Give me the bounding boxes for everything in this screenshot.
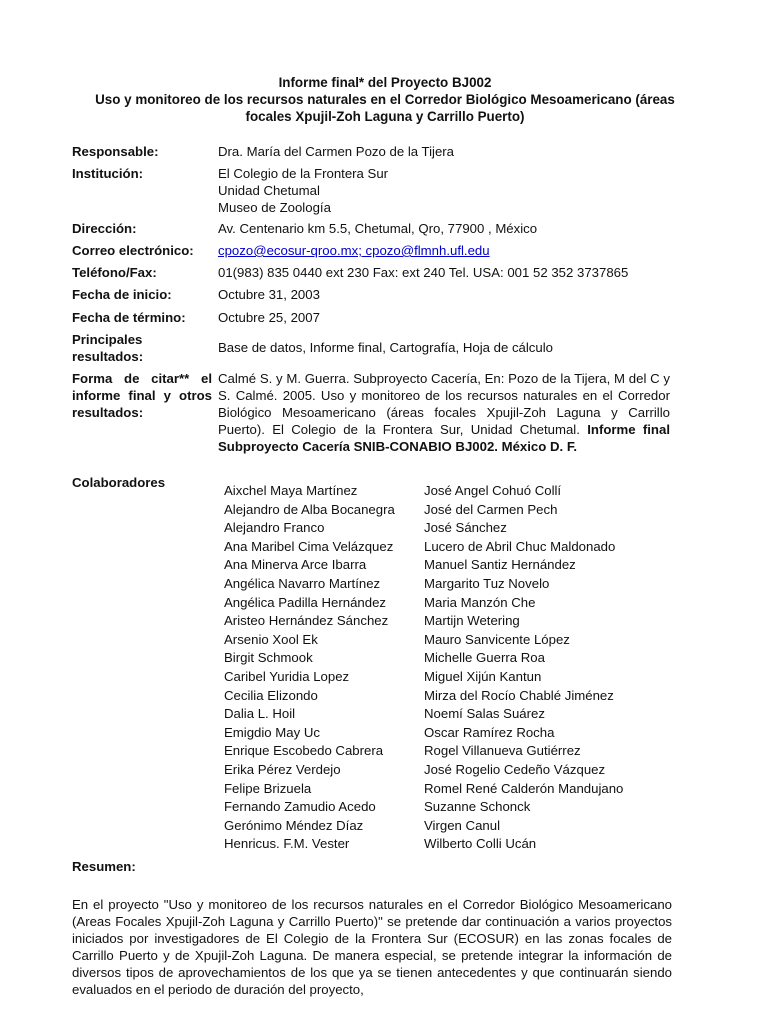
citar-label: Forma de citar** el informe final y otros resultados:: [72, 371, 212, 420]
colaborador-name: Dalia L. Hoil: [224, 706, 296, 722]
colaborador-name: Ana Minerva Arce Ibarra: [224, 557, 367, 573]
colaborador-name: Gerónimo Méndez Díaz: [224, 817, 364, 833]
colaborador-name: Aristeo Hernández Sánchez: [224, 613, 389, 629]
colaborador-name: Caribel Yuridia Lopez: [224, 668, 350, 684]
colaborador-name: Felipe Brizuela: [224, 780, 312, 796]
colaborador-name: Romel René Calderón Mandujano: [424, 780, 624, 796]
institucion-line-3: Museo de Zoología: [218, 200, 331, 215]
title-line-3: focales Xpujil-Zoh Laguna y Carrillo Puerto): [245, 109, 525, 124]
institucion-value: [218, 165, 670, 216]
inicio-label: Fecha de inicio:: [72, 287, 172, 302]
colaborador-name: Ana Maribel Cima Velázquez: [224, 538, 394, 554]
colaboradores-column-2: [424, 482, 624, 854]
colaborador-name: Maria Manzón Che: [424, 594, 536, 610]
colaborador-name: Mirza del Rocío Chablé Jiménez: [424, 687, 614, 703]
correo-link[interactable]: cpozo@ecosur-qroo.mx; cpozo@flmnh.ufl.edu: [218, 243, 490, 258]
colaborador-name: Angélica Padilla Hernández: [224, 594, 387, 610]
colaborador-name: José del Carmen Pech: [424, 501, 558, 517]
correo-label: Correo electrónico:: [72, 243, 194, 258]
colaborador-name: Angélica Navarro Martínez: [224, 575, 381, 591]
colaborador-name: Manuel Santiz Hernández: [424, 557, 576, 573]
colaborador-name: Erika Pérez Verdejo: [224, 761, 341, 777]
colaborador-name: Henricus. F.M. Vester: [224, 836, 350, 852]
colaborador-name: Alejandro Franco: [224, 520, 325, 536]
colaborador-name: Emigdio May Uc: [224, 724, 321, 740]
document-title: [60, 74, 710, 125]
direccion-label: Dirección:: [72, 221, 137, 236]
colaboradores-column-1: [224, 482, 424, 854]
colaborador-name: Margarito Tuz Novelo: [424, 575, 550, 591]
resultados-label: [72, 331, 212, 365]
colaborador-name: Wilberto Colli Ucán: [424, 836, 537, 852]
colaborador-name: José Rogelio Cedeño Vázquez: [424, 761, 606, 777]
colaborador-name: Miguel Xijún Kantun: [424, 668, 542, 684]
colaborador-name: Alejandro de Alba Bocanegra: [224, 501, 395, 517]
colaborador-name: Martijn Wetering: [424, 613, 520, 629]
citar-text: Calmé S. y M. Guerra. Subproyecto Cacería, En: Pozo de la Tijera, M del C y S. Calmé. 2005. Uso y monitoreo de los recursos naturales en el Corredor Biológico Mesoamericano (áreas focales Xpujil-Zoh Laguna y Carrillo Puerto). El Colegio de la Frontera Sur, Unidad Chetumal.: [218, 371, 670, 437]
responsable-label: Responsable:: [72, 144, 159, 159]
resultados-value: Base de datos, Informe final, Cartografía, Hoja de cálculo: [218, 340, 553, 355]
colaborador-name: Oscar Ramírez Rocha: [424, 724, 555, 740]
colaborador-name: Suzanne Schonck: [424, 799, 531, 815]
colaborador-name: Mauro Sanvicente López: [424, 631, 570, 647]
institucion-label: Institución:: [72, 166, 144, 181]
resultados-label-line-2: resultados:: [72, 349, 144, 364]
colaborador-name: Michelle Guerra Roa: [424, 650, 545, 666]
resumen-text: En el proyecto "Uso y monitoreo de los recursos naturales en el Corredor Biológico Mesoamericano (Areas Focales Xpujil-Zoh Laguna y Carrillo Puerto)" se pretende dar continuación a varios proyectos iniciados por investigadores de El Colegio de la Frontera Sur (ECOSUR) en las zonas focales de Carrillo Puerto y de Xpujil-Zoh Laguna. De manera especial, se pretende integrar la información de diversos tipos de aprovechamientos de los que ya se tienen antecedentes y que continuarán siendo evaluados en el periodo de duración del proyecto,: [72, 897, 672, 997]
colaborador-name: Birgit Schmook: [224, 650, 313, 666]
termino-label: Fecha de término:: [72, 310, 186, 325]
institucion-line-1: El Colegio de la Frontera Sur: [218, 166, 389, 181]
colaborador-name: Aixchel Maya Martínez: [224, 483, 358, 498]
colaborador-name: Arsenio Xool Ek: [224, 631, 318, 647]
resultados-label-line-1: Principales: [72, 332, 143, 347]
termino-value: Octubre 25, 2007: [218, 310, 320, 325]
colaboradores-label: Colaboradores: [72, 475, 166, 490]
responsable-value: Dra. María del Carmen Pozo de la Tijera: [218, 144, 455, 159]
colaborador-name: Virgen Canul: [424, 817, 501, 833]
colaborador-name: José Sánchez: [424, 520, 507, 536]
direccion-value: Av. Centenario km 5.5, Chetumal, Qro, 77900 , México: [218, 221, 538, 236]
telefono-label: Teléfono/Fax:: [72, 265, 157, 280]
title-line-1: Informe final* del Proyecto BJ002: [278, 75, 492, 90]
resumen-label: Resumen:: [72, 859, 136, 874]
inicio-value: Octubre 31, 2003: [218, 287, 320, 302]
colaborador-name: Enrique Escobedo Cabrera: [224, 743, 384, 759]
colaborador-name: Fernando Zamudio Acedo: [224, 799, 376, 815]
telefono-value: 01(983) 835 0440 ext 230 Fax: ext 240 Tel. USA: 001 52 352 3737865: [218, 265, 629, 280]
institucion-line-2: Unidad Chetumal: [218, 183, 320, 198]
colaborador-name: José Angel Cohuó Collí: [424, 483, 562, 498]
citar-bold: Informe final Subproyecto Cacería SNIB-CONABIO BJ002. México D. F.: [218, 422, 670, 454]
colaborador-name: Rogel Villanueva Gutiérrez: [424, 743, 581, 759]
colaborador-name: Cecilia Elizondo: [224, 687, 318, 703]
colaborador-name: Noemí Salas Suárez: [424, 706, 545, 722]
title-line-2: Uso y monitoreo de los recursos naturales en el Corredor Biológico Mesoamericano (áreas: [95, 92, 675, 107]
citar-value: [218, 370, 670, 455]
colaborador-name: Lucero de Abril Chuc Maldonado: [424, 538, 616, 554]
